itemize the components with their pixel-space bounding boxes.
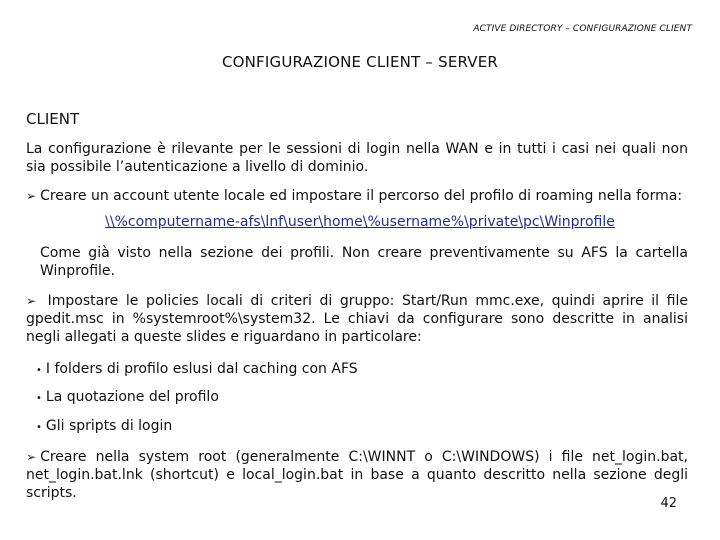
arrow-bullet-icon: ➢ [26, 294, 37, 308]
bullet-item-3-text: Creare nella system root (generalmente C:\WINNT o C:\WINDOWS) i file net_login.bat, net_login.bat.lnk (shortcut) e local_login.bat in base a quanto descritto nella sezione degli scripts. [26, 449, 688, 501]
page-number: 42 [660, 496, 677, 511]
slide-title: CONFIGURAZIONE CLIENT – SERVER [221, 53, 499, 71]
profile-note: Come già visto nella sezione dei profili. Non creare preventivamente su AFS la cartella Winprofile. [40, 245, 688, 279]
bullet-item-1-text: Creare un account utente locale ed impostare il percorso del profilo di roaming nella forma: [40, 188, 683, 204]
arrow-bullet-icon: ➢ [26, 189, 37, 203]
running-header: ACTIVE DIRECTORY – CONFIGURAZIONE CLIENT [473, 24, 692, 34]
sub-item: • I folders di profilo eslusi dal caching con AFS [36, 361, 358, 377]
bullet-item-2-text: Impostare le policies locali di criteri di gruppo: Start/Run mmc.exe, quindi aprire il file gpedit.msc in %systemroot%\system32. Le chiavi da configurare sono descritte in analisi negli allegati a queste slides e riguardano in particolare: [26, 293, 688, 345]
dot-bullet-icon: • [36, 393, 42, 404]
bullet-item-3 [26, 448, 688, 502]
sub-item: • Gli spripts di login [36, 418, 173, 434]
arrow-bullet-icon: ➢ [26, 450, 37, 464]
section-heading: CLIENT [26, 110, 80, 128]
bullet-item-2 [26, 292, 688, 346]
dot-bullet-icon: • [36, 422, 42, 433]
bullet-item-1 [26, 188, 706, 204]
sub-item: • La quotazione del profilo [36, 389, 219, 405]
profile-path-link[interactable]: \\%computername-afs\lnf\user\home\%username%\private\pc\Winprofile [105, 214, 615, 230]
dot-bullet-icon: • [36, 365, 42, 376]
intro-paragraph: La configurazione è rilevante per le sessioni di login nella WAN e in tutti i casi nei quali non sia possibile l’autenticazione a livello di dominio. [26, 141, 688, 175]
